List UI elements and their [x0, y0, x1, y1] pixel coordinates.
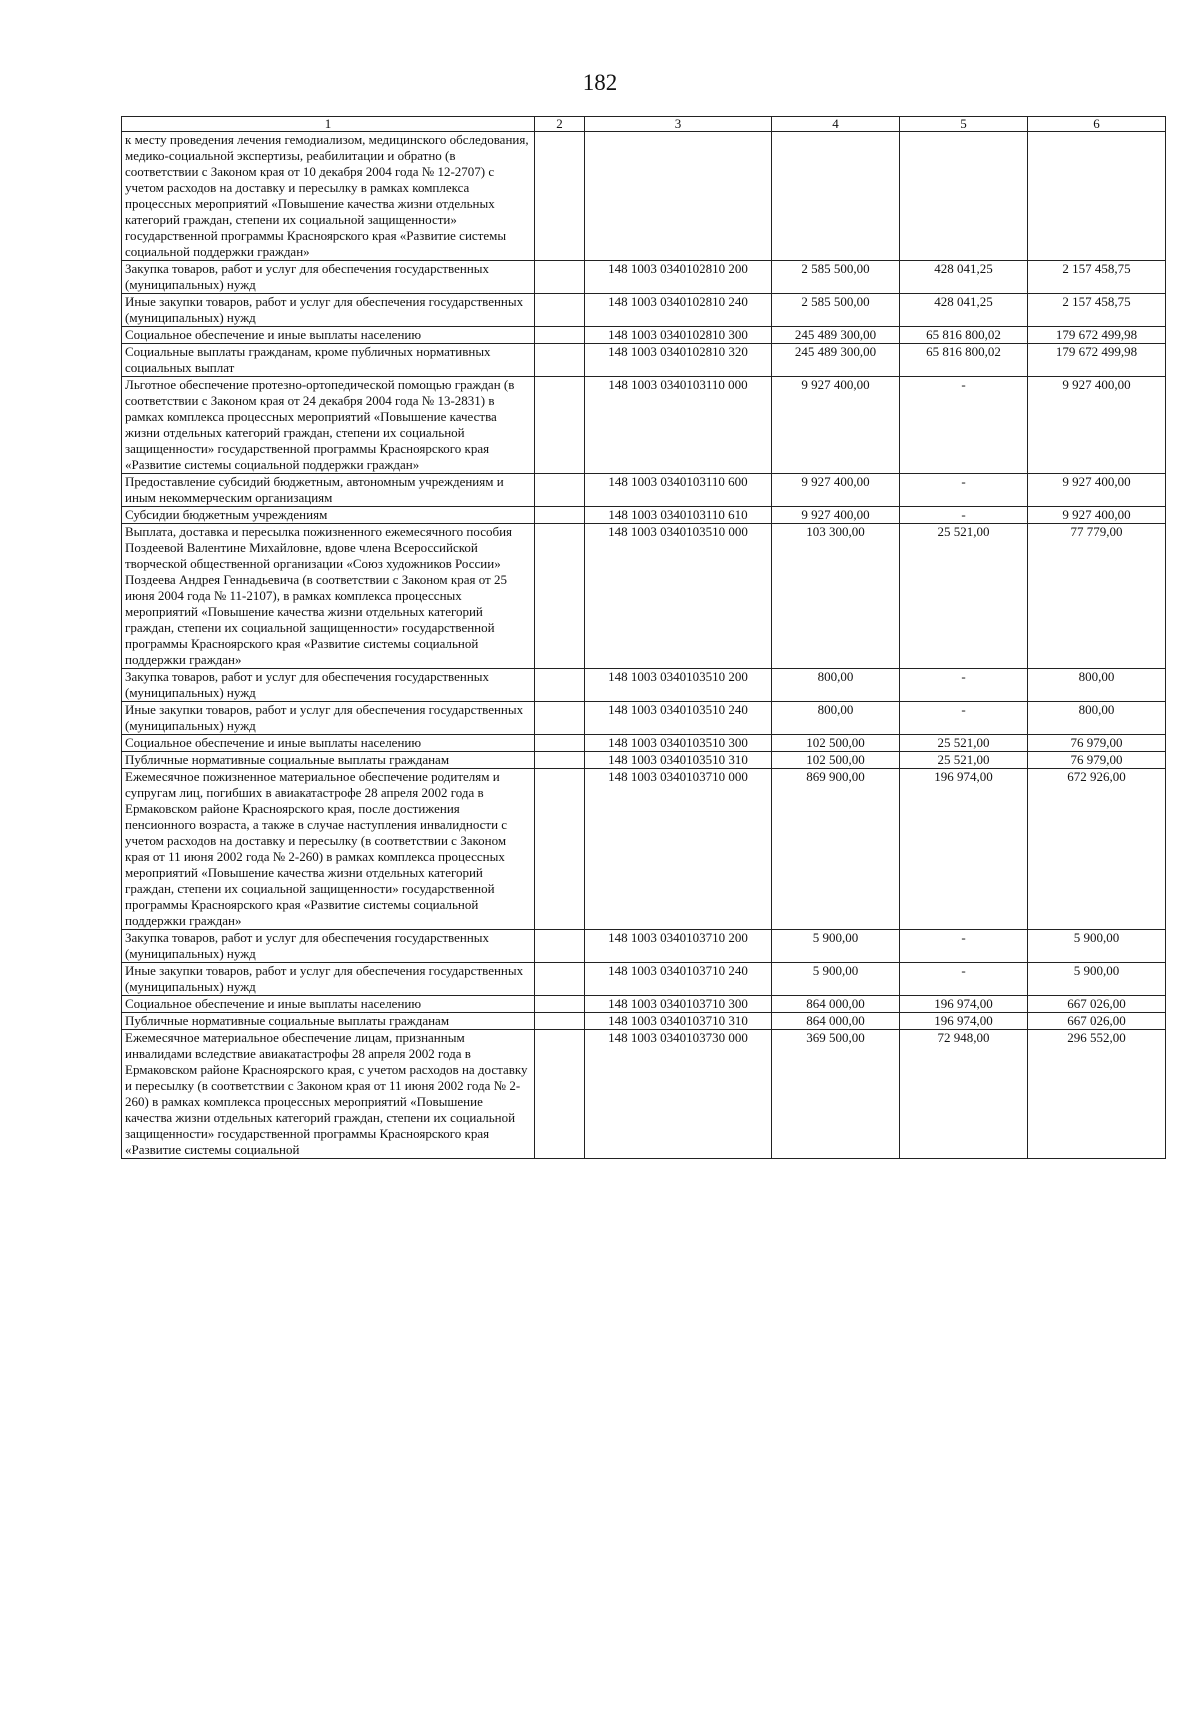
row-amount-5: 25 521,00	[900, 735, 1028, 752]
row-col2	[535, 261, 585, 294]
table-row	[122, 1013, 1166, 1030]
row-amount-6: 667 026,00	[1028, 1013, 1166, 1030]
row-col2	[535, 735, 585, 752]
table-row	[122, 261, 1166, 294]
row-description: Публичные нормативные социальные выплаты гражданам	[122, 752, 535, 769]
row-amount-4	[772, 132, 900, 261]
row-amount-4: 102 500,00	[772, 752, 900, 769]
row-description: Иные закупки товаров, работ и услуг для обеспечения государственных (муниципальных) нужд	[122, 294, 535, 327]
column-header: 6	[1028, 117, 1166, 132]
row-description: Социальное обеспечение и иные выплаты населению	[122, 735, 535, 752]
row-description: Социальное обеспечение и иные выплаты населению	[122, 996, 535, 1013]
table-row	[122, 930, 1166, 963]
row-description: Публичные нормативные социальные выплаты гражданам	[122, 1013, 535, 1030]
row-code: 148 1003 0340103710 300	[585, 996, 772, 1013]
row-amount-5: -	[900, 474, 1028, 507]
row-amount-4: 103 300,00	[772, 524, 900, 669]
row-amount-6: 76 979,00	[1028, 735, 1166, 752]
table-row	[122, 344, 1166, 377]
row-col2	[535, 996, 585, 1013]
row-description: Ежемесячное пожизненное материальное обеспечение родителям и супругам лиц, погибших в авиакатастрофе 28 апреля 2002 года в Ермаковском районе Красноярского края, после достижения пенсионного возраста, а также в случае наступления инвалидности с учетом расходов на доставку и пересылку (в соответствии с Законом края от 11 июня 2002 года № 2-260) в рамках комплекса процессных мероприятий «Повышение качества жизни отдельных категорий граждан, степени их социальной защищенности» государственной программы Красноярского края «Развитие системы социальной поддержки граждан»	[122, 769, 535, 930]
budget-table	[121, 116, 1166, 1159]
row-description: Закупка товаров, работ и услуг для обеспечения государственных (муниципальных) нужд	[122, 930, 535, 963]
row-code: 148 1003 0340103110 000	[585, 377, 772, 474]
row-col2	[535, 474, 585, 507]
row-amount-4: 2 585 500,00	[772, 294, 900, 327]
row-amount-5: 65 816 800,02	[900, 344, 1028, 377]
row-amount-5: 196 974,00	[900, 996, 1028, 1013]
row-amount-4: 800,00	[772, 669, 900, 702]
row-amount-5: -	[900, 930, 1028, 963]
row-code: 148 1003 0340103510 200	[585, 669, 772, 702]
row-code: 148 1003 0340103110 600	[585, 474, 772, 507]
table-row	[122, 996, 1166, 1013]
row-code: 148 1003 0340103110 610	[585, 507, 772, 524]
row-col2	[535, 507, 585, 524]
table-row	[122, 377, 1166, 474]
row-amount-5: 72 948,00	[900, 1030, 1028, 1159]
row-code: 148 1003 0340103710 200	[585, 930, 772, 963]
row-amount-6: 9 927 400,00	[1028, 377, 1166, 474]
row-description: Ежемесячное материальное обеспечение лицам, признанным инвалидами вследствие авиакатастрофы 28 апреля 2002 года в Ермаковском районе Красноярского края, с учетом расходов на доставку и пересылку (в соответствии с Законом края от 11 июня 2002 года № 2-260) в рамках комплекса процессных мероприятий «Повышение качества жизни отдельных категорий граждан, степени их социальной защищенности» государственной программы Красноярского края «Развитие системы социальной	[122, 1030, 535, 1159]
row-code: 148 1003 0340103510 240	[585, 702, 772, 735]
row-col2	[535, 294, 585, 327]
row-amount-5: 428 041,25	[900, 261, 1028, 294]
column-header: 2	[535, 117, 585, 132]
row-col2	[535, 1013, 585, 1030]
row-col2	[535, 1030, 585, 1159]
row-description: Закупка товаров, работ и услуг для обеспечения государственных (муниципальных) нужд	[122, 669, 535, 702]
row-amount-5: -	[900, 669, 1028, 702]
row-description: Субсидии бюджетным учреждениям	[122, 507, 535, 524]
table-row	[122, 702, 1166, 735]
row-col2	[535, 963, 585, 996]
column-header: 1	[122, 117, 535, 132]
row-amount-6: 179 672 499,98	[1028, 327, 1166, 344]
row-amount-6: 77 779,00	[1028, 524, 1166, 669]
row-code: 148 1003 0340103510 000	[585, 524, 772, 669]
row-amount-6: 5 900,00	[1028, 963, 1166, 996]
row-code: 148 1003 0340102810 300	[585, 327, 772, 344]
row-amount-6	[1028, 132, 1166, 261]
row-amount-4: 2 585 500,00	[772, 261, 900, 294]
row-amount-6: 800,00	[1028, 702, 1166, 735]
table-row	[122, 507, 1166, 524]
row-amount-5: 65 816 800,02	[900, 327, 1028, 344]
row-amount-5: 25 521,00	[900, 524, 1028, 669]
row-amount-6: 2 157 458,75	[1028, 261, 1166, 294]
table-row	[122, 752, 1166, 769]
row-amount-4: 864 000,00	[772, 996, 900, 1013]
row-amount-5: -	[900, 702, 1028, 735]
row-code: 148 1003 0340103710 000	[585, 769, 772, 930]
row-col2	[535, 377, 585, 474]
row-amount-5: 428 041,25	[900, 294, 1028, 327]
row-amount-5: 25 521,00	[900, 752, 1028, 769]
row-code: 148 1003 0340103710 310	[585, 1013, 772, 1030]
table-row	[122, 294, 1166, 327]
row-amount-4: 5 900,00	[772, 963, 900, 996]
row-description: Социальные выплаты гражданам, кроме публичных нормативных социальных выплат	[122, 344, 535, 377]
row-code: 148 1003 0340103510 300	[585, 735, 772, 752]
row-description: Закупка товаров, работ и услуг для обеспечения государственных (муниципальных) нужд	[122, 261, 535, 294]
row-amount-4: 9 927 400,00	[772, 507, 900, 524]
row-code: 148 1003 0340102810 200	[585, 261, 772, 294]
row-amount-5: -	[900, 507, 1028, 524]
row-amount-4: 245 489 300,00	[772, 344, 900, 377]
row-description: Выплата, доставка и пересылка пожизненного ежемесячного пособия Поздеевой Валентине Михайловне, вдове члена Всероссийской творческой общественной организации «Союз художников России» Поздеева Андрея Геннадьевича (в соответствии с Законом края от 25 июня 2004 года № 11-2107), в рамках комплекса процессных мероприятий «Повышение качества жизни отдельных категорий граждан, степени их социальной защищенности» государственной программы Красноярского края «Развитие системы социальной поддержки граждан»	[122, 524, 535, 669]
column-header: 4	[772, 117, 900, 132]
table-row	[122, 963, 1166, 996]
row-col2	[535, 344, 585, 377]
row-code: 148 1003 0340102810 320	[585, 344, 772, 377]
row-amount-4: 869 900,00	[772, 769, 900, 930]
row-col2	[535, 702, 585, 735]
row-description: Социальное обеспечение и иные выплаты населению	[122, 327, 535, 344]
row-code: 148 1003 0340103510 310	[585, 752, 772, 769]
row-col2	[535, 752, 585, 769]
header-row	[122, 117, 1166, 132]
row-amount-4: 102 500,00	[772, 735, 900, 752]
row-amount-6: 667 026,00	[1028, 996, 1166, 1013]
column-header: 3	[585, 117, 772, 132]
row-amount-6: 296 552,00	[1028, 1030, 1166, 1159]
row-amount-6: 9 927 400,00	[1028, 474, 1166, 507]
row-amount-4: 800,00	[772, 702, 900, 735]
row-amount-6: 5 900,00	[1028, 930, 1166, 963]
row-amount-4: 5 900,00	[772, 930, 900, 963]
row-description: Льготное обеспечение протезно-ортопедической помощью граждан (в соответствии с Законом края от 24 декабря 2004 года № 13-2831) в рамках комплекса процессных мероприятий «Повышение качества жизни отдельных категорий граждан, степени их социальной защищенности» государственной программы Красноярского края «Развитие системы социальной поддержки граждан»	[122, 377, 535, 474]
row-code: 148 1003 0340103710 240	[585, 963, 772, 996]
row-amount-6: 672 926,00	[1028, 769, 1166, 930]
row-code: 148 1003 0340103730 000	[585, 1030, 772, 1159]
row-amount-4: 369 500,00	[772, 1030, 900, 1159]
row-col2	[535, 524, 585, 669]
row-description: к месту проведения лечения гемодиализом, медицинского обследования, медико-социальной экспертизы, реабилитации и обратно (в соответствии с Законом края от 10 декабря 2004 года № 12-2707) с учетом расходов на доставку и пересылку в рамках комплекса процессных мероприятий «Повышение качества жизни отдельных категорий граждан, степени их социальной защищенности» государственной программы Красноярского края «Развитие системы социальной поддержки граждан»	[122, 132, 535, 261]
row-code	[585, 132, 772, 261]
row-description: Предоставление субсидий бюджетным, автономным учреждениям и иным некоммерческим организациям	[122, 474, 535, 507]
row-code: 148 1003 0340102810 240	[585, 294, 772, 327]
row-amount-5: 196 974,00	[900, 769, 1028, 930]
row-col2	[535, 327, 585, 344]
table-row	[122, 1030, 1166, 1159]
table-row	[122, 669, 1166, 702]
table-row	[122, 735, 1166, 752]
page-number: 182	[582, 70, 618, 95]
row-amount-5: -	[900, 963, 1028, 996]
row-amount-6: 179 672 499,98	[1028, 344, 1166, 377]
row-amount-5: -	[900, 377, 1028, 474]
column-header: 5	[900, 117, 1028, 132]
row-amount-4: 9 927 400,00	[772, 377, 900, 474]
row-amount-4: 9 927 400,00	[772, 474, 900, 507]
row-col2	[535, 769, 585, 930]
table-row	[122, 769, 1166, 930]
table-row	[122, 327, 1166, 344]
row-amount-6: 2 157 458,75	[1028, 294, 1166, 327]
table-body	[122, 132, 1166, 1159]
table-row	[122, 474, 1166, 507]
row-amount-4: 245 489 300,00	[772, 327, 900, 344]
table-row	[122, 524, 1166, 669]
row-col2	[535, 930, 585, 963]
row-col2	[535, 132, 585, 261]
row-amount-6: 800,00	[1028, 669, 1166, 702]
row-amount-4: 864 000,00	[772, 1013, 900, 1030]
row-amount-6: 76 979,00	[1028, 752, 1166, 769]
table-row	[122, 132, 1166, 261]
row-col2	[535, 669, 585, 702]
row-amount-5: 196 974,00	[900, 1013, 1028, 1030]
row-amount-6: 9 927 400,00	[1028, 507, 1166, 524]
row-description: Иные закупки товаров, работ и услуг для обеспечения государственных (муниципальных) нужд	[122, 963, 535, 996]
row-amount-5	[900, 132, 1028, 261]
row-description: Иные закупки товаров, работ и услуг для обеспечения государственных (муниципальных) нужд	[122, 702, 535, 735]
